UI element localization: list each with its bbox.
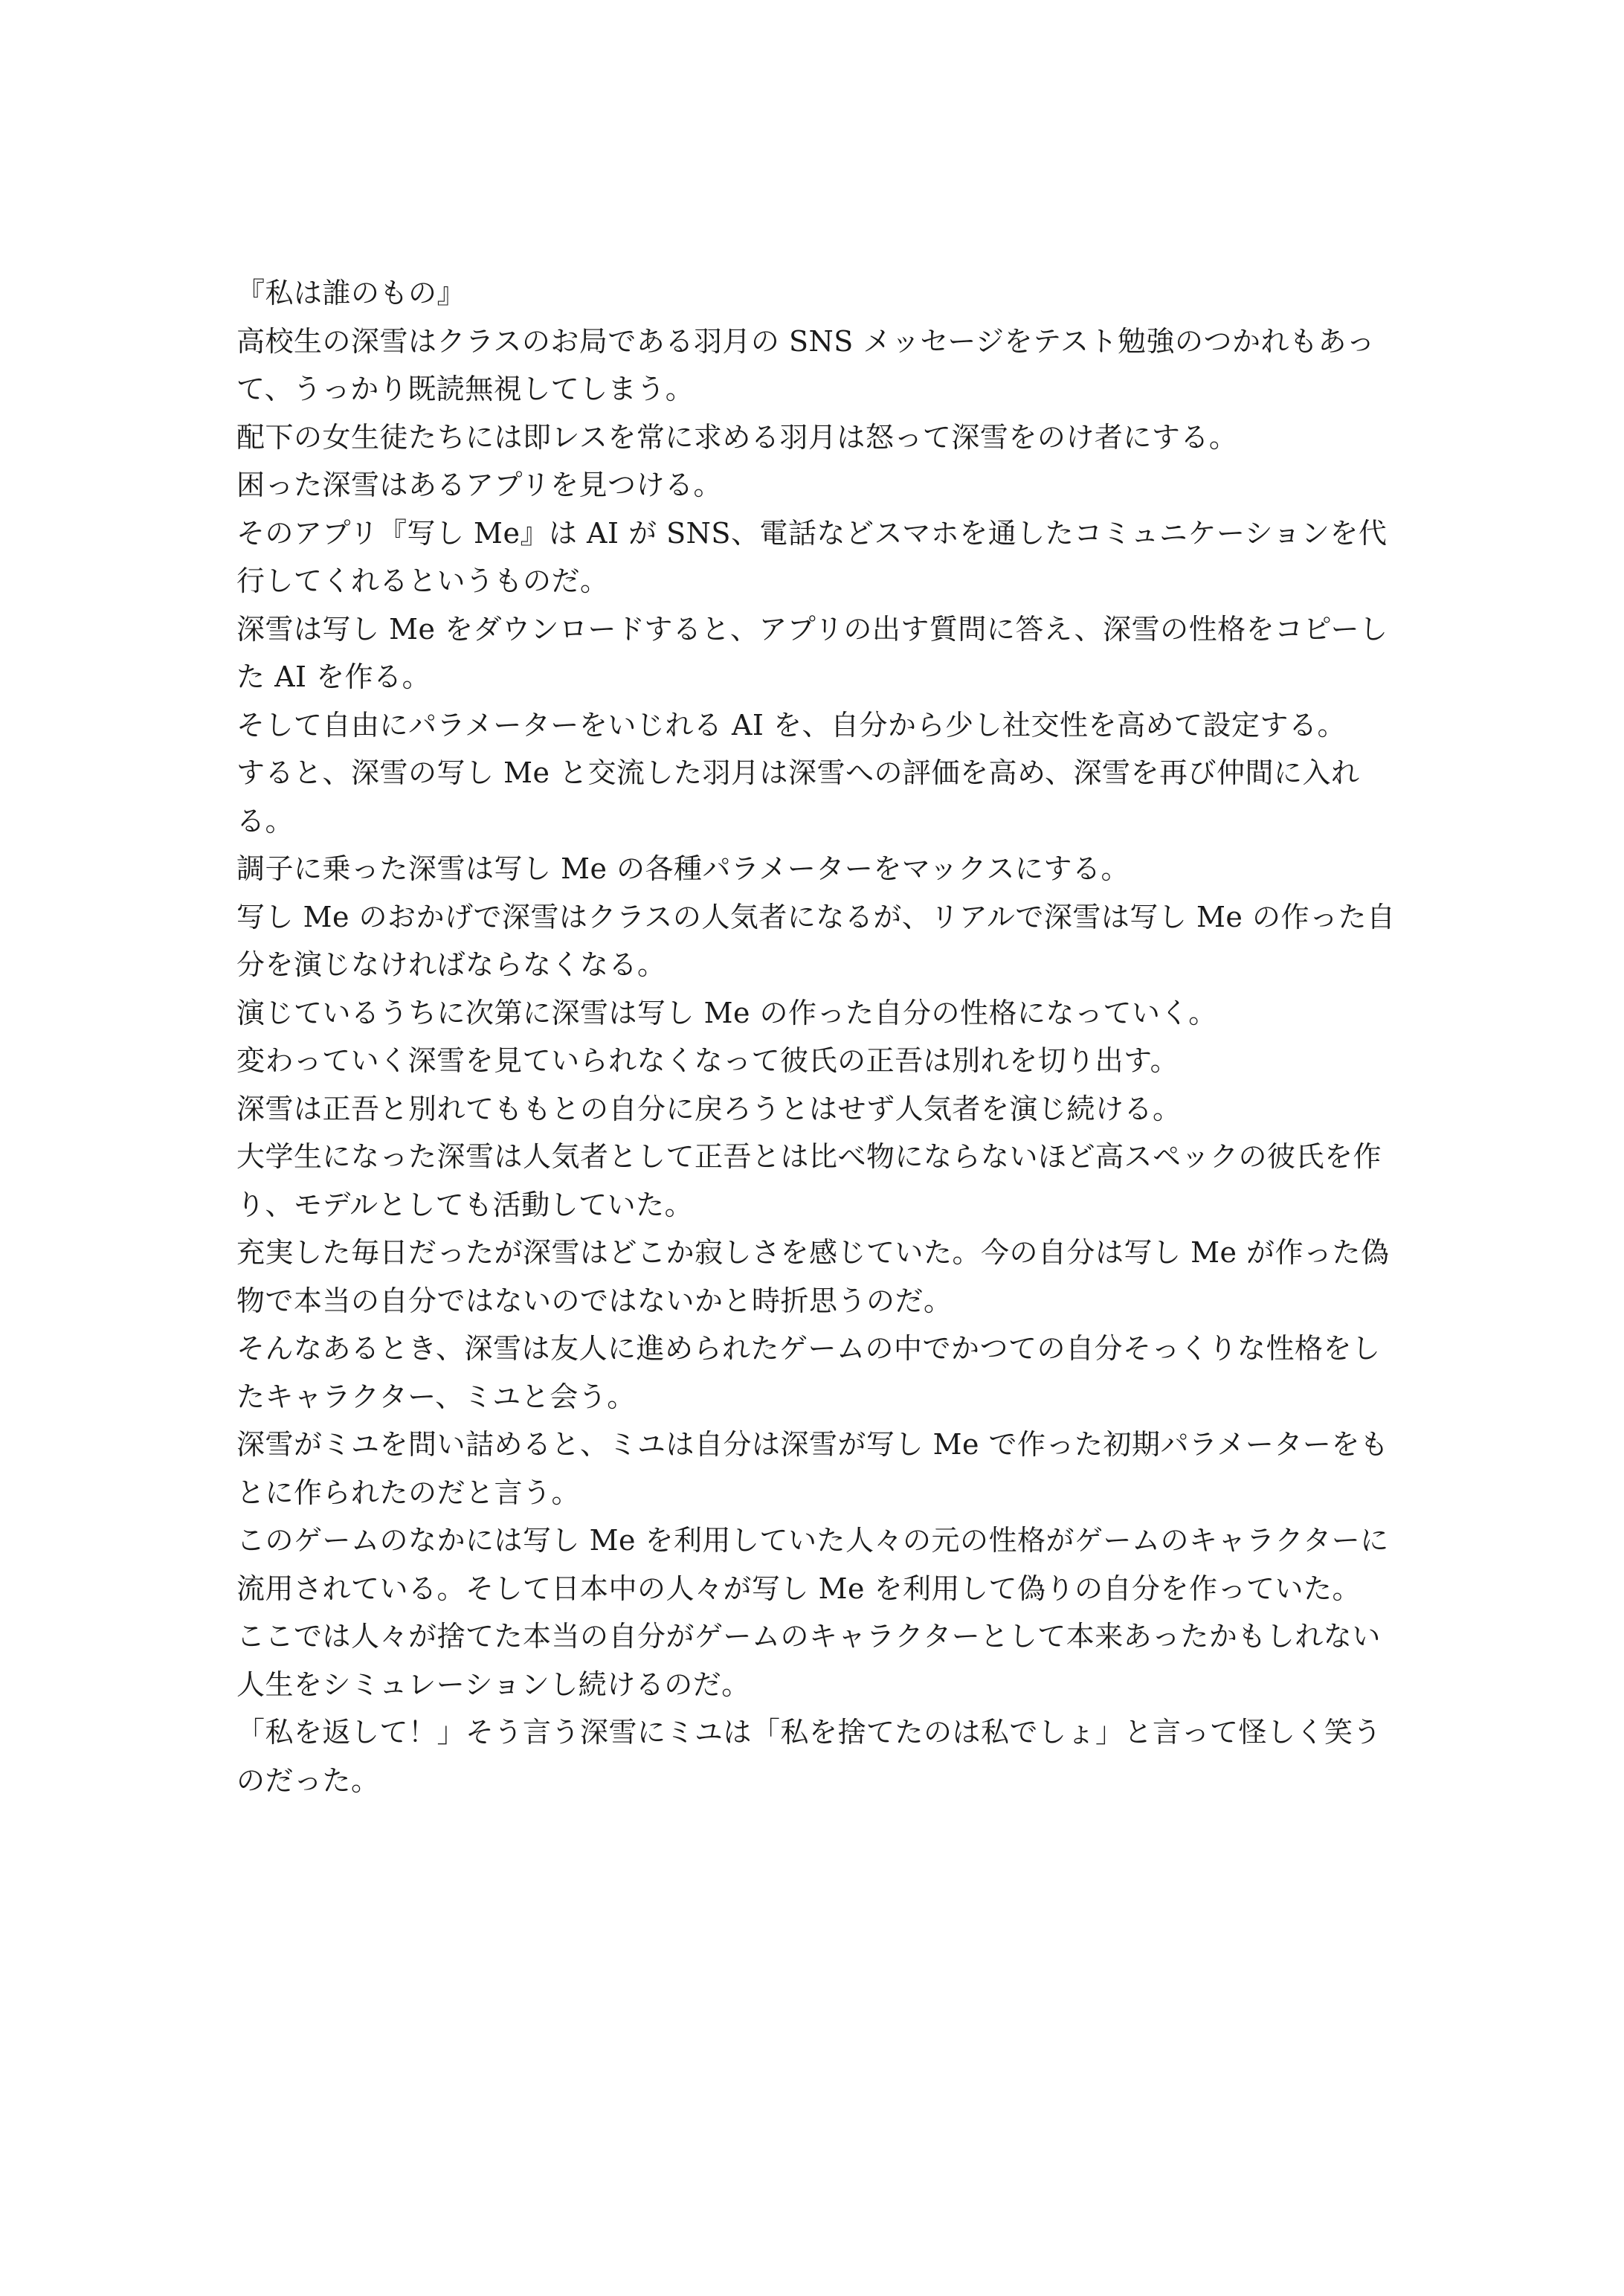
paragraph: 深雪は正吾と別れてももとの自分に戻ろうとはせず人気者を演じ続ける。 <box>236 1092 1182 1125</box>
paragraph: そのアプリ『写し Me』は AI が SNS、電話などスマホを通したコミュニケーションを代行してくれるというものだ。 <box>236 516 1388 597</box>
paragraph: 変わっていく深雪を見ていられなくなって彼氏の正吾は別れを切り出す。 <box>236 1044 1179 1077</box>
document-title: 『私は誰のもの』 <box>236 277 466 309</box>
paragraph: 配下の女生徒たちには即レスを常に求める羽月は怒って深雪をのけ者にする。 <box>236 420 1238 454</box>
paragraph: そんなあるとき、深雪は友人に進められたゲームの中でかつての自分そっくりな性格をしたキャラクター、ミユと会う。 <box>236 1332 1381 1413</box>
document-body <box>236 269 1396 1804</box>
paragraph: そして自由にパラメーターをいじれる AI を、自分から少し社交性を高めて設定する。 <box>236 708 1346 742</box>
paragraph: 「私を返して！」そう言う深雪にミユは「私を捨てたのは私でしょ」と言って怪しく笑うのだった。 <box>236 1716 1382 1797</box>
paragraph: 高校生の深雪はクラスのお局である羽月の SNS メッセージをテスト勉強のつかれもあって、うっかり既読無視してしまう。 <box>236 324 1376 405</box>
paragraph: このゲームのなかには写し Me を利用していた人々の元の性格がゲームのキャラクターに流用されている。そして日本中の人々が写し Me を利用して偽りの自分を作っていた。 <box>236 1524 1389 1605</box>
paragraph: ここでは人々が捨てた本当の自分がゲームのキャラクターとして本来あったかもしれない人生をシミュレーションし続けるのだ。 <box>236 1620 1381 1701</box>
paragraph: 困った深雪はあるアプリを見つける。 <box>236 469 722 501</box>
paragraph: 深雪がミユを問い詰めると、ミユは自分は深雪が写し Me で作った初期パラメーターをもとに作られたのだと言う。 <box>236 1428 1389 1509</box>
paragraph: 演じているうちに次第に深雪は写し Me の作った自分の性格になっていく。 <box>236 996 1217 1029</box>
paragraph: 深雪は写し Me をダウンロードすると、アプリの出す質問に答え、深雪の性格をコピーした AI を作る。 <box>236 612 1388 693</box>
paragraph: すると、深雪の写し Me と交流した羽月は深雪への評価を高め、深雪を再び仲間に入れる。 <box>236 756 1360 837</box>
paragraph: 大学生になった深雪は人気者として正吾とは比べ物にならないほど高スペックの彼氏を作り、モデルとしても活動していた。 <box>236 1140 1382 1221</box>
paragraph: 写し Me のおかげで深雪はクラスの人気者になるが、リアルで深雪は写し Me の作った自分を演じなければならなくなる。 <box>236 900 1396 981</box>
paragraph: 調子に乗った深雪は写し Me の各種パラメーターをマックスにする。 <box>236 852 1130 885</box>
paragraph: 充実した毎日だったが深雪はどこか寂しさを感じていた。今の自分は写し Me が作った偽物で本当の自分ではないのではないかと時折思うのだ。 <box>236 1236 1390 1317</box>
